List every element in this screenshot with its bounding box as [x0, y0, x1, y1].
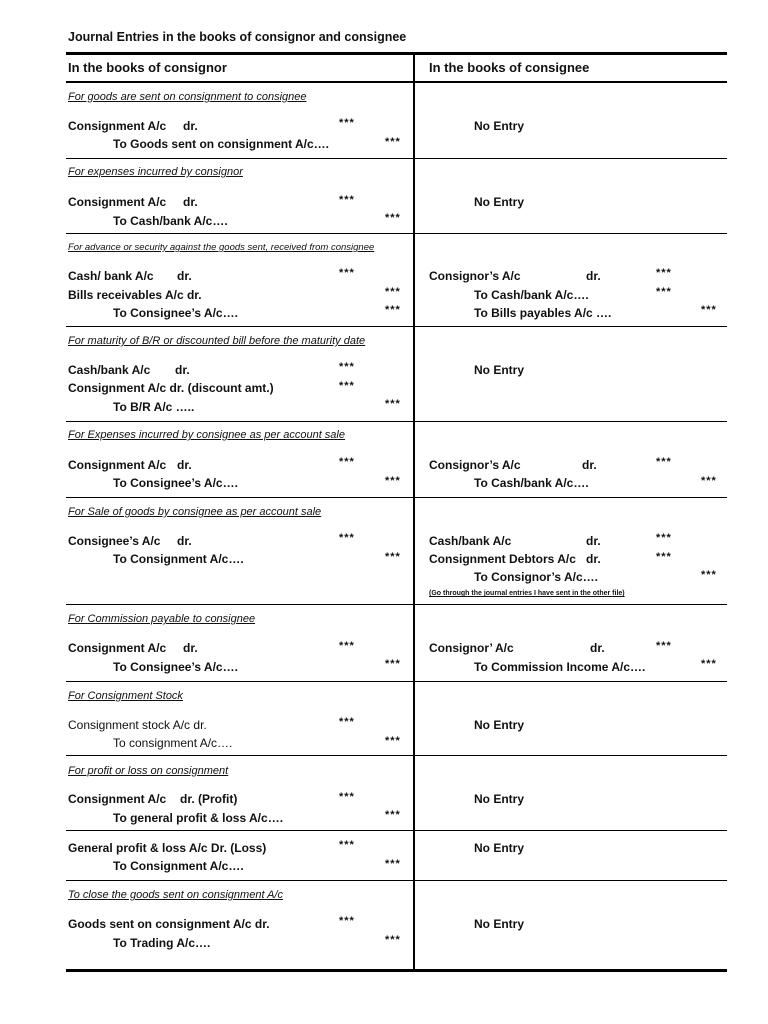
credit-account: To Trading A/c….: [113, 936, 211, 950]
row-divider: [66, 681, 727, 682]
credit-account: To Consignment A/c….: [113, 552, 244, 566]
entry-caption: For expenses incurred by consignor: [68, 166, 243, 178]
debit-marker: dr.: [175, 363, 190, 377]
credit-amount: ***: [701, 304, 717, 316]
credit-amount: ***: [385, 475, 401, 487]
debit-account: General profit & loss A/c Dr. (Loss): [68, 841, 267, 855]
header-consignor: In the books of consignor: [68, 60, 227, 75]
debit-amount: ***: [339, 117, 355, 129]
entry-caption: For goods are sent on consignment to consignee: [68, 91, 307, 103]
debit-amount: ***: [339, 640, 355, 652]
debit-account: Consignment Debtors A/c: [429, 552, 576, 566]
credit-amount: ***: [385, 735, 401, 747]
entry-caption: For profit or loss on consignment: [68, 765, 229, 777]
credit-amount: ***: [385, 212, 401, 224]
entry-caption: For Consignment Stock: [68, 690, 183, 702]
credit-amount: ***: [385, 858, 401, 870]
debit-account: Consignor’s A/c: [429, 458, 521, 472]
debit-marker: dr.: [590, 641, 605, 655]
debit-amount: ***: [656, 640, 672, 652]
credit-account: To Consignee’s A/c….: [113, 660, 238, 674]
debit-marker: dr.: [586, 552, 601, 566]
debit-account: Consignment stock A/c dr.: [68, 718, 207, 732]
credit-account: To Bills payables A/c ….: [474, 306, 612, 320]
entry-caption: For Expenses incurred by consignee as per account sale: [68, 429, 345, 441]
debit-amount: ***: [339, 791, 355, 803]
debit-account: Cash/bank A/c: [68, 363, 151, 377]
credit-amount: ***: [701, 475, 717, 487]
debit-amount: ***: [339, 915, 355, 927]
no-entry: No Entry: [474, 718, 525, 732]
credit-account: To Cash/bank A/c….: [474, 476, 589, 490]
no-entry: No Entry: [474, 792, 525, 806]
credit-account: To B/R A/c …..: [113, 400, 195, 414]
credit-amount: ***: [385, 551, 401, 563]
debit-account: Consignment A/c: [68, 195, 167, 209]
document-title: Journal Entries in the books of consignor and consignee: [68, 30, 407, 44]
debit-account: Cash/ bank A/c: [68, 269, 154, 283]
row-divider: [66, 880, 727, 881]
debit-marker: dr.: [177, 269, 192, 283]
debit-amount: ***: [339, 361, 355, 373]
debit-marker: dr.: [582, 458, 597, 472]
debit-account: Consignor’s A/c: [429, 269, 521, 283]
footnote: (Go through the journal entries I have sent in the other file): [429, 590, 625, 597]
no-entry: No Entry: [474, 195, 525, 209]
entry-caption: For maturity of B/R or discounted bill before the maturity date: [68, 335, 366, 347]
debit-amount: ***: [385, 286, 401, 298]
credit-amount: ***: [385, 304, 401, 316]
debit-account: Consignment A/c: [68, 792, 167, 806]
debit-amount: ***: [339, 532, 355, 544]
debit-account: Consignor’ A/c: [429, 641, 514, 655]
debit-amount: ***: [339, 267, 355, 279]
row-divider: [66, 326, 727, 327]
row-divider: [66, 158, 727, 159]
credit-account: To Goods sent on consignment A/c….: [113, 137, 330, 151]
row-divider: [66, 497, 727, 498]
entry-caption: For Sale of goods by consignee as per account sale: [68, 506, 322, 518]
debit-account: Goods sent on consignment A/c dr.: [68, 917, 270, 931]
entry-caption: For Commission payable to consignee: [68, 613, 256, 625]
row-divider: [66, 755, 727, 756]
debit-marker: dr.: [586, 534, 601, 548]
debit-amount: ***: [656, 551, 672, 563]
debit-amount: ***: [339, 716, 355, 728]
credit-account: To Cash/bank A/c….: [113, 214, 228, 228]
credit-amount: ***: [385, 934, 401, 946]
debit-account: Consignee’s A/c: [68, 534, 161, 548]
debit-account: Bills receivables A/c dr.: [68, 288, 202, 302]
debit-marker: dr.: [183, 641, 198, 655]
debit-amount: ***: [339, 839, 355, 851]
debit-marker: dr. (Profit): [180, 792, 238, 806]
row-divider: [66, 604, 727, 605]
no-entry: No Entry: [474, 841, 525, 855]
credit-amount: ***: [385, 809, 401, 821]
header-consignee: In the books of consignee: [429, 60, 590, 75]
debit-amount: ***: [339, 194, 355, 206]
debit-amount: ***: [339, 456, 355, 468]
debit-amount: ***: [339, 380, 355, 392]
debit-marker: dr.: [183, 119, 198, 133]
debit-marker: dr.: [183, 195, 198, 209]
column-divider: [413, 53, 415, 971]
credit-amount: ***: [701, 658, 717, 670]
credit-account: To Consignee’s A/c….: [113, 476, 238, 490]
debit-account: Consignment A/c: [68, 458, 167, 472]
debit-marker: dr.: [177, 458, 192, 472]
debit-account: Consignment A/c: [68, 641, 167, 655]
debit-amount: ***: [656, 532, 672, 544]
debit-account: Cash/bank A/c: [429, 534, 512, 548]
no-entry: No Entry: [474, 917, 525, 931]
credit-account: To general profit & loss A/c….: [113, 811, 284, 825]
entry-caption: To close the goods sent on consignment A/c: [68, 889, 284, 901]
no-entry: No Entry: [474, 119, 525, 133]
no-entry: No Entry: [474, 363, 525, 377]
debit-amount: ***: [656, 456, 672, 468]
credit-account: To Consignee’s A/c….: [113, 306, 238, 320]
row-divider: [66, 233, 727, 234]
credit-account: To consignment A/c….: [113, 736, 233, 750]
row-divider: [66, 830, 727, 831]
credit-amount: ***: [656, 286, 672, 298]
row-divider: [66, 421, 727, 422]
bottom-rule: [66, 969, 727, 972]
debit-marker: dr.: [177, 534, 192, 548]
credit-account: To Commission Income A/c….: [474, 660, 646, 674]
credit-account: To Consignor’s A/c….: [474, 570, 599, 584]
header-rule: [66, 81, 727, 83]
debit-account: Consignment A/c: [68, 119, 167, 133]
top-rule: [66, 52, 727, 55]
debit-amount: ***: [656, 267, 672, 279]
debit-marker: dr.: [586, 269, 601, 283]
debit-account: Consignment A/c dr. (discount amt.): [68, 381, 274, 395]
credit-amount: ***: [385, 136, 401, 148]
credit-amount: ***: [385, 658, 401, 670]
credit-account: To Consignment A/c….: [113, 859, 244, 873]
credit-account: To Cash/bank A/c….: [474, 288, 589, 302]
credit-amount: ***: [385, 398, 401, 410]
entry-caption: For advance or security against the goods sent, received from consignee: [68, 242, 375, 253]
credit-amount: ***: [701, 569, 717, 581]
